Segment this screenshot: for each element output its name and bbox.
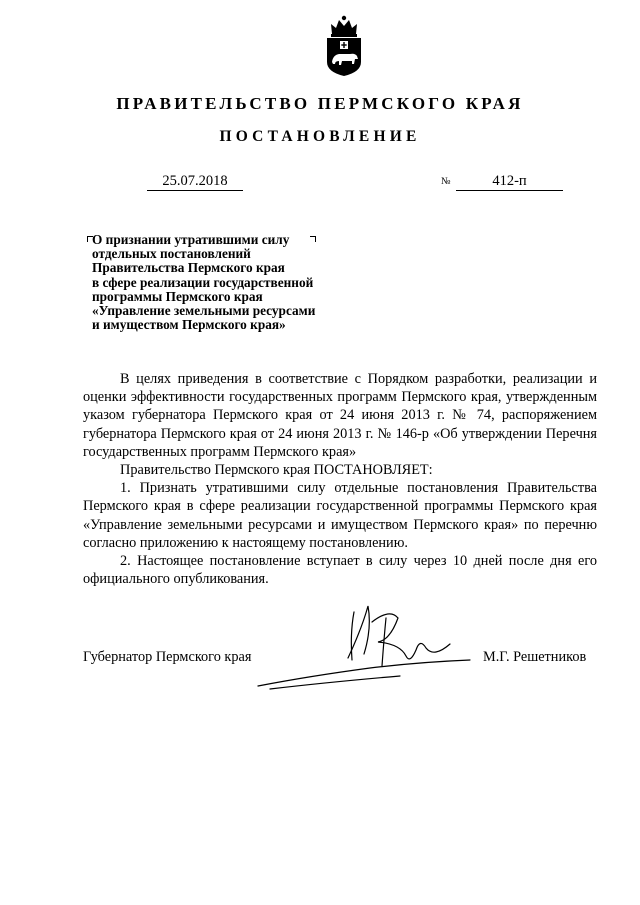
number-sign: № <box>441 176 451 187</box>
subject-line: О признании утратившими силу <box>92 232 290 247</box>
document-body <box>83 370 597 588</box>
signature-icon <box>250 598 480 693</box>
subject-line: в сфере реализации государственной <box>92 274 314 290</box>
document-subject <box>92 233 372 332</box>
document-number: 412-п <box>456 173 563 191</box>
subject-line: и имуществом Пермского края» <box>92 317 286 333</box>
document-type: ПОСТАНОВЛЕНИЕ <box>219 128 421 145</box>
subject-line: «Управление земельными ресурсами <box>92 303 316 319</box>
subject-line: Правительства Пермского края <box>92 260 285 276</box>
body-paragraph: 1. Признать утратившими силу отдельные постановления Правительства Пермского края в сфере реализации государственной программы Пермского края «Управление земельными ресурсами и имуществом Пермского края» по перечню согласно приложению к настоящему постановлению. <box>83 480 597 551</box>
body-paragraph: Правительство Пермского края ПОСТАНОВЛЯЕТ: <box>120 462 433 479</box>
document-date: 25.07.2018 <box>147 173 243 191</box>
signatory-position: Губернатор Пермского края <box>83 649 252 665</box>
coat-of-arms-icon <box>323 14 365 78</box>
signatory-name: М.Г. Решетников <box>483 649 587 665</box>
government-title: ПРАВИТЕЛЬСТВО ПЕРМСКОГО КРАЯ <box>116 94 524 113</box>
subject-line: отдельных постановлений <box>92 246 251 262</box>
subject-line: программы Пермского края <box>92 288 263 304</box>
body-paragraph: 2. Настоящее постановление вступает в силу через 10 дней после дня его официального опубликования. <box>83 553 597 588</box>
body-paragraph: В целях приведения в соответствие с Порядком разработки, реализации и оценки эффективности государственных программ Пермского края, утвержденным указом губернатора Пермского края от 24 июня 2013 г. № 74, распоряжением губернатора Пермского края от 24 июня 2013 г. № 146-р «Об утверждении Перечня государственных программ Пермского края» <box>83 371 597 460</box>
